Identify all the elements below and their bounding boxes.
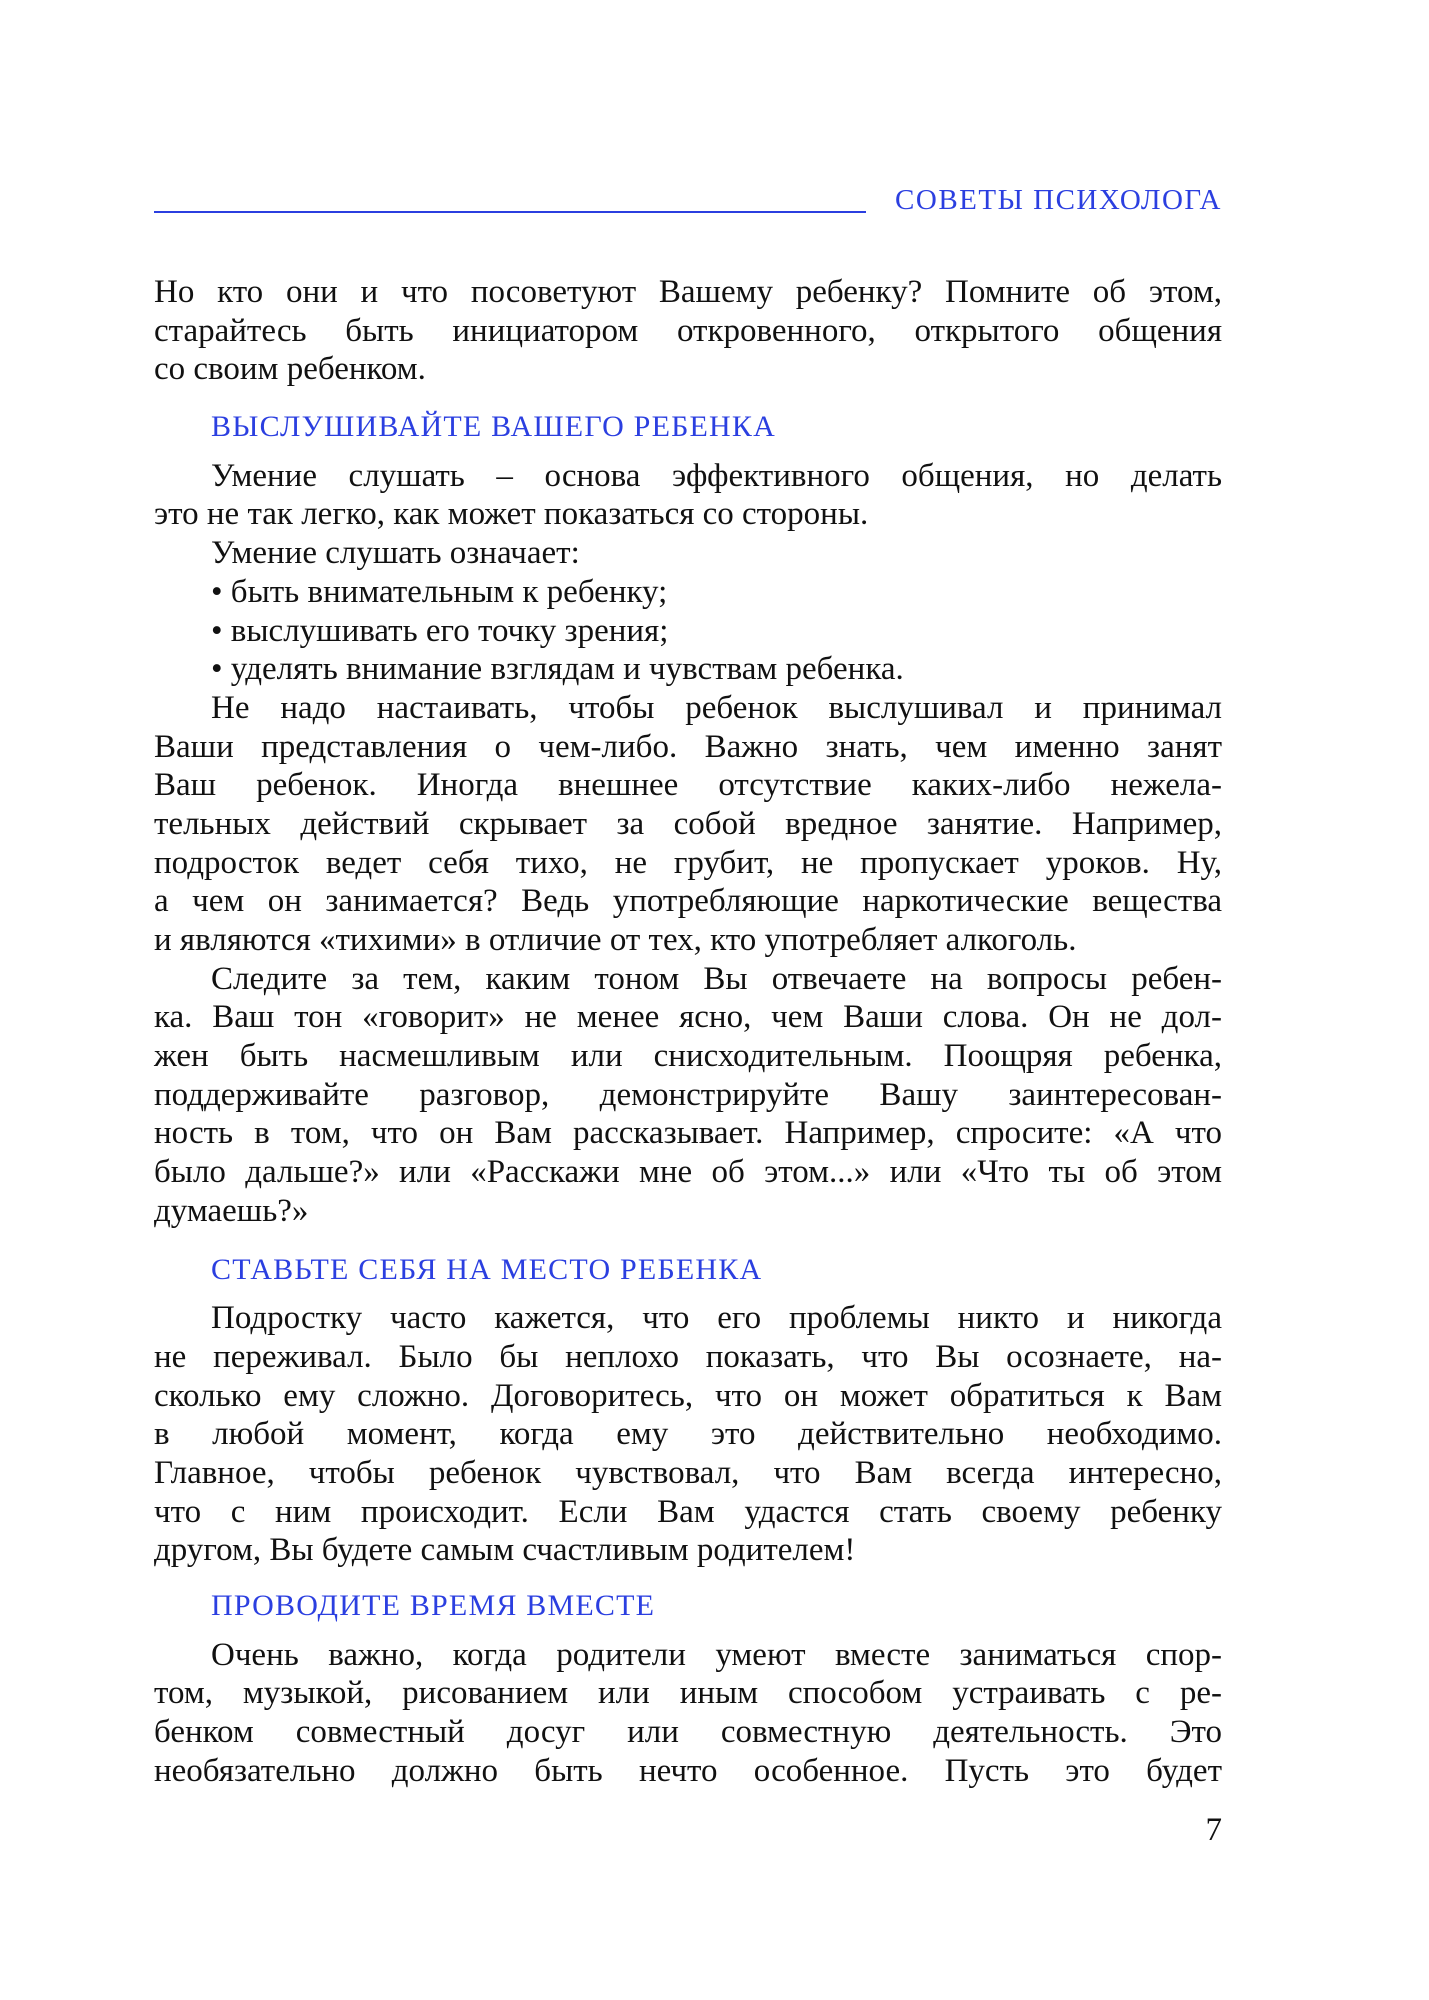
text-line: со своим ребенком. bbox=[154, 351, 426, 388]
text-line: поддерживайте разговор, демонстрируйте Вашу заинтересован- bbox=[154, 1076, 1222, 1113]
text-line: в любой момент, когда ему это действительно необходимо. bbox=[154, 1416, 1222, 1453]
text-line: тельных действий скрывает за собой вредное занятие. Например, bbox=[154, 805, 1222, 842]
paragraph bbox=[154, 1299, 1222, 1570]
text-line: что с ним происходит. Если Вам удастся стать своему ребенку bbox=[154, 1493, 1222, 1530]
text-line: сколько ему сложно. Договоритесь, что он может обратиться к Вам bbox=[154, 1377, 1222, 1414]
bullet-item: • быть внимательным к ребенку; bbox=[211, 573, 668, 610]
text-line: не переживал. Было бы неплохо показать, что Вы осознаете, на- bbox=[154, 1338, 1222, 1375]
text-line: бенком совместный досуг или совместную деятельность. Это bbox=[154, 1714, 1222, 1751]
paragraph bbox=[154, 689, 1222, 960]
text-line: старайтесь быть инициатором откровенного, открытого общения bbox=[154, 312, 1222, 349]
page-body bbox=[154, 273, 1222, 1790]
text-line: подросток ведет себя тихо, не грубит, не пропускает уроков. Ну, bbox=[154, 844, 1222, 881]
page-number: 7 bbox=[1205, 1812, 1222, 1848]
paragraph bbox=[154, 273, 1222, 389]
text-line: это не так легко, как может показаться со стороны. bbox=[154, 496, 869, 533]
text-line: Не надо настаивать, чтобы ребенок выслушивал и принимал bbox=[211, 689, 1222, 726]
text-line: Умение слушать означает: bbox=[211, 535, 580, 572]
bullet-list bbox=[154, 573, 1222, 689]
text-line: а чем он занимается? Ведь употребляющие наркотические вещества bbox=[154, 883, 1222, 920]
paragraph bbox=[154, 457, 1222, 534]
text-line: Подростку часто кажется, что его проблемы никто и никогда bbox=[211, 1300, 1222, 1337]
text-line: и являются «тихими» в отличие от тех, кто употребляет алкоголь. bbox=[154, 922, 1077, 958]
text-line: Но кто они и что посоветуют Вашему ребенку? Помните об этом, bbox=[154, 274, 1222, 310]
text-line: Главное, чтобы ребенок чувствовал, что Вам всегда интересно, bbox=[154, 1454, 1222, 1491]
text-line: Очень важно, когда родители умеют вместе заниматься спор- bbox=[211, 1636, 1222, 1673]
running-head-title: СОВЕТЫ ПСИХОЛОГА bbox=[895, 184, 1222, 216]
text-line: Умение слушать – основа эффективного общения, но делать bbox=[211, 457, 1222, 494]
text-line: Ваш ребенок. Иногда внешнее отсутствие каких-либо нежела- bbox=[154, 767, 1222, 804]
text-line: было дальше?» или «Расскажи мне об этом...» или «Что ты об этом bbox=[154, 1154, 1222, 1191]
text-line: другом, Вы будете самым счастливым родителем! bbox=[154, 1532, 856, 1569]
header-rule bbox=[154, 211, 866, 213]
text-line: думаешь?» bbox=[154, 1192, 309, 1229]
text-line: том, музыкой, рисованием или иным способом устраивать с ре- bbox=[154, 1675, 1222, 1712]
bullet-item: • уделять внимание взглядам и чувствам ребенка. bbox=[211, 651, 904, 688]
text-line: необязательно должно быть нечто особенное. Пусть это будет bbox=[154, 1752, 1222, 1789]
section-heading: ПРОВОДИТЕ ВРЕМЯ ВМЕСТЕ bbox=[211, 1589, 656, 1622]
section-heading: СТАВЬТЕ СЕБЯ НА МЕСТО РЕБЕНКА bbox=[211, 1252, 763, 1286]
text-line: ность в том, что он Вам рассказывает. Например, спросите: «А что bbox=[154, 1115, 1222, 1152]
text-line: Следите за тем, каким тоном Вы отвечаете на вопросы ребен- bbox=[211, 960, 1222, 997]
text-line: жен быть насмешливым или снисходительным. Поощряя ребенка, bbox=[154, 1038, 1222, 1075]
text-line: Ваши представления о чем-либо. Важно знать, чем именно занят bbox=[154, 728, 1222, 765]
bullet-item: • выслушивать его точку зрения; bbox=[211, 612, 669, 649]
paragraph bbox=[154, 1636, 1222, 1791]
section-heading: ВЫСЛУШИВАЙТЕ ВАШЕГО РЕБЕНКА bbox=[211, 410, 776, 444]
paragraph bbox=[154, 534, 1222, 573]
text-line: ка. Ваш тон «говорит» не менее ясно, чем Ваши слова. Он не дол- bbox=[154, 999, 1222, 1036]
paragraph bbox=[154, 960, 1222, 1231]
running-head bbox=[154, 180, 1222, 220]
